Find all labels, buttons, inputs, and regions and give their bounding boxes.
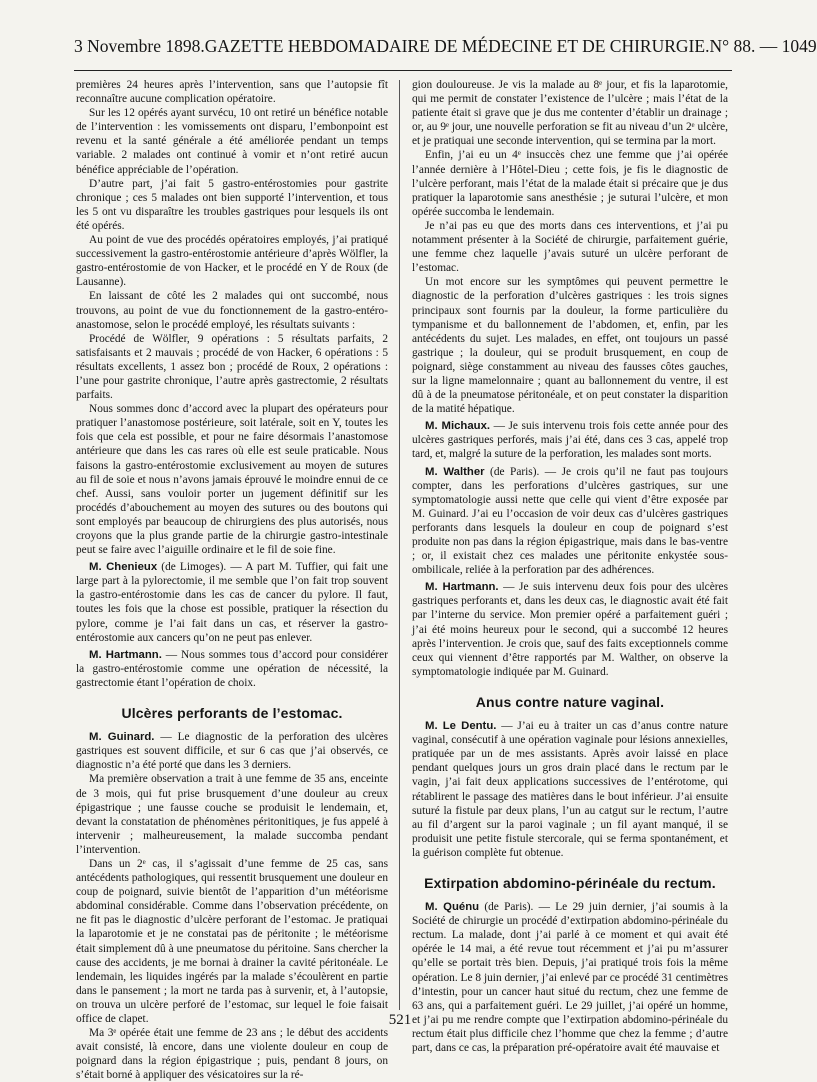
speaker-paragraph xyxy=(412,900,728,1055)
column-divider xyxy=(399,80,400,1010)
speaker-name: M. Chenieux xyxy=(89,561,158,574)
speaker-paragraph xyxy=(76,560,388,645)
speaker-paragraph xyxy=(412,465,728,578)
section-heading: Ulcères perforants de l’estomac. xyxy=(121,705,343,722)
paragraph: En laissant de côté les 2 malades qui ont succombé, nous trouvons, au point de vue du fonctionnement de la gastro-entéro-anastomose, selon le procédé employé, les résultats suivants : xyxy=(76,290,388,331)
paragraph: Ma première observation a trait à une femme de 35 ans, enceinte de 3 mois, qui fut prise brusquement d’une douleur au creux épigastrique ; une fausse couche se produisit le lendemain, et, devant la constatation de phénomènes péritonitiques, je fus appelé à intervenir ; malheureusement, la malade succomba pendant l’intervention. xyxy=(76,773,388,856)
speaker-name: M. Michaux. xyxy=(425,420,491,433)
paragraph: Au point de vue des procédés opératoires employés, j’ai pratiqué successivement la gastro-entérostomie antérieure d’après Wölfler, la gastro-entérostomie de von Hacker, et le procédé en Y de Roux (de Lausanne). xyxy=(76,234,388,289)
paragraph: Ma 3ᵉ opérée était une femme de 23 ans ; le début des accidents avait consisté, là encore, dans une violente douleur en coup de poignard dans la région épigastrique ; puis, pendant 8 jours, on s’était borné à appliquer des vésicatoires sur la ré- xyxy=(76,1027,388,1082)
right-column xyxy=(412,78,728,1055)
speaker-name: M. Guinard. xyxy=(89,731,155,744)
speaker-paragraph xyxy=(412,719,728,860)
speaker-name: M. Walther xyxy=(425,465,485,478)
speaker-paragraph xyxy=(76,648,388,690)
speaker-text: — Nous sommes tous d’accord pour considérer la gastro-entérostomie comme une opération de nécessité, la gastrectomie étant l’opération de choix. xyxy=(76,648,388,689)
speaker-paragraph xyxy=(76,730,388,772)
header-journal-title: GAZETTE HEBDOMADAIRE DE MÉDECINE ET DE CHIRURGIE. xyxy=(204,36,710,56)
speaker-text: — J’ai eu à traiter un cas d’anus contre nature vaginal, consécutif à une opération vaginale pour lésions annexielles, pratiquée par un de mes assistants. Après avoir laissé en place pendant quelques jours un gros drain placé dans le rectum par le vagin, j’ai fait deux applications successives de l’entérotome, qui rétablirent le passage des matières dans le bout inférieur. J’ai ensuite suturé la fistule par deux plans, l’un au catgut sur le rectum, l’autre au fil d’argent sur la paroi vaginale ; un fil ayant manqué, il se produisit une petite fistule stercorale, qui se ferma spontanément, et la guérison complète fut obtenue. xyxy=(412,720,728,859)
speaker-paragraph xyxy=(412,580,728,679)
page-number: 521 xyxy=(388,1012,412,1028)
paragraph: D’autre part, j’ai fait 5 gastro-entérostomies pour gastrite chronique ; ces 5 malades ont bien supporté l’intervention, et tous les 5 ont vu disparaître les troubles gastriques pour lesquels ils ont été opérés. xyxy=(76,177,388,232)
header-rule xyxy=(74,70,732,71)
paragraph: Je n’ai pas eu que des morts dans ces interventions, et j’ai pu notamment présenter à la Société de chirurgie, parfaitement guérie, une femme chez laquelle j’avais suturé un ulcère perforant de l’estomac. xyxy=(412,219,728,275)
speaker-text: (de Paris). — Je crois qu’il ne faut pas toujours compter, dans les perforations d’ulcères gastriques, sur une symptomatologie aussi nette que celle qui vient d’être exposée par M. Guinard. J’ai eu l’occasion de voir deux cas d’ulcères gastriques perforants dans lesquels la douleur en coup de poignard s’est produite non pas dans la région épigastrique, mais dans le bas-ventre ; or, il existait chez ces malades une péritonite enkystée sous-ombilicale, reliée à la perforation par des adhérences. xyxy=(412,465,729,577)
paragraph: Enfin, j’ai eu un 4ᵉ insuccès chez une femme que j’ai opérée l’année dernière à l’Hôtel-Dieu ; cette fois, je fis le diagnostic de l’ulcère perforant, mais l’état de la malade était si précaire que je dus pratiquer la laparotomie sans anesthésie ; je suturai l’ulcère, et mon opérée succomba le lendemain. xyxy=(412,149,728,218)
speaker-name: M. Quénu xyxy=(425,901,480,914)
header-issue-page: N° 88. — 1049 xyxy=(709,36,817,56)
speaker-text: — Je suis intervenu deux fois pour des ulcères gastriques perforants et, dans les deux cas, le diagnostic avait été fait par l’interne du service. Mon premier opéré a parfaitement guéri ; j’ai été moins heureux pour le second, qui a succombé 12 heures après l’intervention. Je crois que, sauf des faits exceptionnels comme ceux qui viennent d’être rapportés par M. Walther, on observe la symptomatologie indiquée par M. Guinard. xyxy=(412,581,728,678)
speaker-text: (de Paris). — Le 29 juin dernier, j’ai soumis à la Société de chirurgie un procédé d’extirpation abdomino-périnéale du rectum. La malade, dont j’ai parlé à ce moment et qui avait été opérée le 14 mai, a été revue tout récemment et j’ai pu m’assurer qu’elle se portait très bien. Depuis, j’ai pratiqué trois fois la même opération. Le 8 juin dernier, j’ai enlevé par ce procédé 31 centimètres d’intestin, pour un cancer haut situé du rectum, chez une femme de 63 ans, qui a parfaitement guéri. Le 29 juillet, j’ai opéré un homme, et j’ai pu me rendre compte que l’extirpation abdomino-périnéale du rectum était plus difficile chez l’homme que chez la femme ; d’autre part, dans ce cas, la préparation pré-opératoire avait été mauvaise et xyxy=(412,901,728,1054)
speaker-paragraph xyxy=(412,419,728,461)
section-heading: Extirpation abdomino-périnéale du rectum. xyxy=(424,874,716,891)
paragraph: premières 24 heures après l’intervention, sans que l’autopsie fît reconnaître aucune complication opératoire. xyxy=(76,79,388,106)
speaker-name: M. Hartmann. xyxy=(425,581,499,594)
header-date: 3 Novembre 1898. xyxy=(74,36,205,56)
speaker-text: — Je suis intervenu trois fois cette année pour des ulcères gastriques perforés, mais j’ai été, dans ces 3 cas, appelé trop tard, et, malgré la suture de la perforation, les malades sont morts. xyxy=(412,420,728,461)
speaker-text: — Le diagnostic de la perforation des ulcères gastriques est souvent difficile, et sur 6 cas que j’ai observés, ce diagnostic n’a été porté que dans les 3 derniers. xyxy=(76,731,389,772)
left-column xyxy=(76,78,388,1082)
speaker-name: M. Le Dentu. xyxy=(425,720,497,733)
paragraph: Dans un 2ᵉ cas, il s’agissait d’une femme de 25 cas, sans antécédents pathologiques, qui ressentit brusquement une douleur en coup de poignard, suivie bientôt de l’apparition d’un météorisme abdominal considérable. Comme dans l’observation précédente, on ne fit pas le diagnostic d’ulcère perforant de l’estomac. Je pratiquai la laparotomie et je ne constatai pas de péritonite ; le météorisme était simplement dû à une pneumatose du péritoine. Sans chercher la cause des accidents, je me bornai à drainer la cavité péritonéale. Le lendemain, les liquides ingérés par la malade s’écoulèrent en partie dans le pansement ; la mort ne tarda pas à survenir, et, à l’autopsie, on trouva un ulcère perforé de l’estomac, sur lequel le foie faisait office de clapet. xyxy=(76,857,388,1025)
speaker-text: (de Limoges). — A part M. Tuffier, qui fait une large part à la pylorectomie, il me semble que l’on fait trop souvent la gastro-entérostomie dans les cas de cancer du pylore. Il faut, toutes les fois que la chose est possible, pratiquer la résection du pylore, comme je l’ai fait dans un cas, et réserver la gastro-entérostomie aux cancers qu’on ne peut pas enlever. xyxy=(76,561,389,644)
paragraph: gion douloureuse. Je vis la malade au 8ᵉ jour, et fis la laparotomie, qui me permit de constater l’existence de l’ulcère ; mais l’état de la patiente était si grave que je dus me contenter d’établir un drainage ; or, au 9ᵉ jour, une nouvelle perforation se fit au niveau d’un 2ᵉ ulcère, et je pratiquai une seconde intervention, qui se termina par la mort. xyxy=(412,79,728,148)
speaker-name: M. Hartmann. xyxy=(89,648,162,661)
paragraph: Sur les 12 opérés ayant survécu, 10 ont retiré un bénéfice notable de l’intervention : les vomissements ont disparu, l’embonpoint est revenu et la santé générale a été améliorée pendant un temps variable. 2 malades ont continué à vomir et n’ont retiré aucun bénéfice appréciable de l’opération. xyxy=(76,107,388,176)
running-header xyxy=(74,36,817,62)
section-heading: Anus contre nature vaginal. xyxy=(475,693,665,710)
paragraph: Un mot encore sur les symptômes qui peuvent permettre le diagnostic de la perforation d’ulcères gastriques : les trois signes principaux sont fournis par la douleur, la forme particulière du tympanisme et du ballonnement de l’abdomen, et, enfin, par les antécédents du sujet. Les malades, en effet, ont toujours un passé gastrique ; la douleur, qui se produit brusquement, en coup de poignard, siège constamment au niveau des fausses côtes gauches, sur la ligne mamelonnaire ; quant au ballonnement du ventre, il est dû à de la pneumatose péritonéale, et on peut constater la disparition de la matité hépatique. xyxy=(412,276,728,416)
paragraph: Procédé de Wölfler, 9 opérations : 5 résultats parfaits, 2 satisfaisants et 2 mauvais ; procédé de von Hacker, 6 opérations : 5 résultats excellents, 1 assez bon ; procédé de Roux, 2 opérations : l’une pour gastrite chronique, l’autre après gastrectomie, 2 résultats parfaits. xyxy=(76,332,388,402)
paragraph: Nous sommes donc d’accord avec la plupart des opérateurs pour pratiquer l’anastomose postérieure, soit latérale, soit en Y, toutes les fois que cela est possible, et pour ne faire désormais l’anastomose antérieure que dans les cas rares où elle est seule praticable. Nous faisons la gastro-entérostomie exclusivement au moyen de sutures au fil de soie et nous n’avons jamais éprouvé le moindre ennui de ce chef. Aussi, sans vouloir porter un jugement définitif sur les procédés d’abouchement au moyen des sutures ou des boutons qui sont employés par beaucoup de chirurgiens des plus autorisés, nous croyons que la plus grande partie de la chirurgie gastro-intestinale peut se faire avec l’aiguille ordinaire et le fil de soie fine. xyxy=(76,403,388,557)
